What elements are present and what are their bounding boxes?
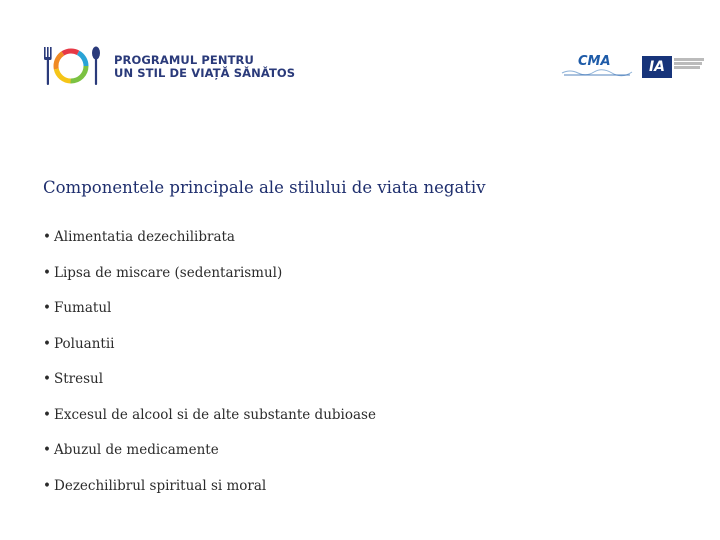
list-item-text: Fumatul (54, 300, 112, 316)
bullet-icon: • (43, 335, 51, 352)
bullet-icon: • (43, 229, 51, 245)
program-title-line2: UN STIL DE VIAȚĂ SĂNĂTOS (114, 66, 296, 80)
program-title (114, 54, 295, 80)
page-title: Componentele principale ale stilului de viata negativ (43, 178, 486, 197)
bullet-icon: • (43, 406, 51, 423)
list-item (43, 264, 376, 300)
bullet-icon: • (43, 300, 51, 316)
list-item (43, 370, 376, 406)
list-item (43, 228, 376, 264)
list-item (43, 406, 376, 442)
list-item-text: Lipsa de miscare (sedentarismul) (54, 264, 283, 281)
list-item-text: Poluantii (54, 335, 115, 352)
list-item (43, 335, 376, 371)
ia-logo-mark: IA (642, 56, 672, 78)
cma-logo (560, 52, 634, 80)
plate-fork-spoon-icon (42, 44, 106, 88)
bullet-list (43, 228, 376, 512)
bullet-icon: • (43, 477, 51, 494)
list-item (43, 477, 376, 513)
bullet-icon: • (43, 264, 51, 281)
list-item-text: Excesul de alcool si de alte substante dubioase (54, 406, 376, 423)
list-item (43, 299, 376, 335)
program-logo (42, 44, 296, 88)
ia-logo-text-lines (674, 57, 708, 70)
program-title-line1: PROGRAMUL PENTRU (114, 53, 254, 67)
bullet-icon: • (43, 442, 51, 458)
cma-logo-text: CMA (578, 54, 611, 69)
list-item-text: Abuzul de medicamente (54, 442, 219, 458)
list-item-text: Dezechilibrul spiritual si moral (54, 477, 267, 494)
bullet-icon: • (43, 371, 51, 387)
list-item (43, 441, 376, 477)
list-item-text: Alimentatia dezechilibrata (54, 229, 235, 245)
list-item-text: Stresul (54, 371, 104, 387)
ia-logo (642, 56, 706, 80)
